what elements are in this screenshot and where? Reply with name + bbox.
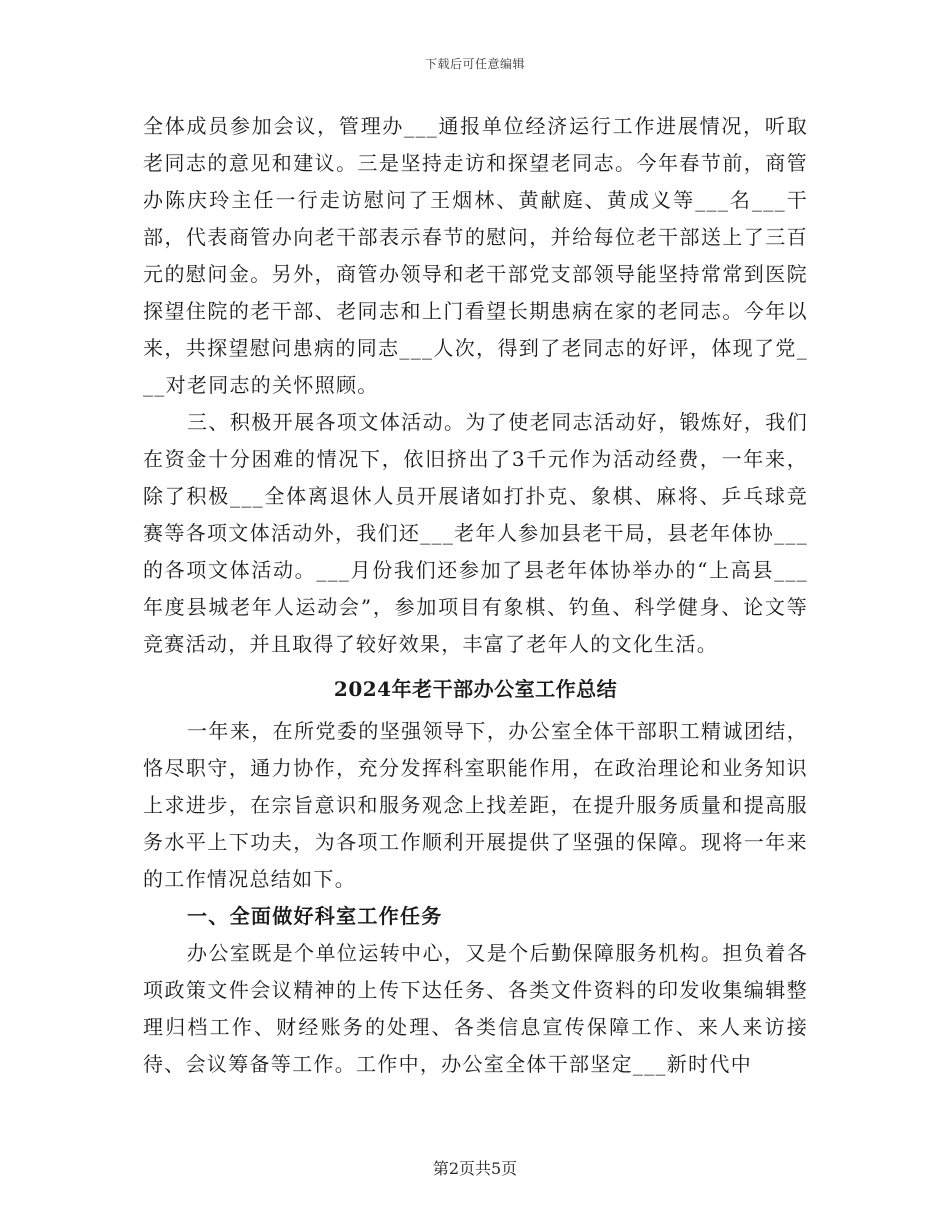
section-heading-1: 一、全面做好科室工作任务: [187, 904, 443, 928]
document-title: 2024年老干部办公室工作总结: [333, 677, 618, 701]
paragraph-visits: 全体成员参加会议，管理办___通报单位经济运行工作进展情况，听取老同志的意见和建议。三是坚持走访和探望老同志。今年春节前，商管办陈庆玲主任一行走访慰问了王烟林、黄献庭、黄成义等___名___干部，代表商管办向老干部表示春节的慰问，并给每位老干部送上了三百元的慰问金。另外，商管办领导和老干部党支部领导能坚持常常到医院探望住院的老干部、老同志和上门看望长期患病在家的老同志。今年以来，共探望慰问患病的同志___人次，得到了老同志的好评，体现了党___对老同志的关怀照顾。: [143, 114, 808, 397]
page-number: 第2页共5页: [432, 1159, 518, 1178]
paragraph-intro: 一年来，在所党委的坚强领导下，办公室全体干部职工精诚团结，恪尽职守，通力协作，充分发挥科室职能作用，在政治理论和业务知识上求进步，在宗旨意识和服务观念上找差距，在提升服务质量和提高服务水平上下功夫，为各项工作顺利开展提供了坚强的保障。现将一年来的工作情况总结如下。: [143, 719, 808, 891]
paragraph-sports-activities: 三、积极开展各项文体活动。为了使老同志活动好，锻炼好，我们在资金十分困难的情况下，依旧挤出了3千元作为活动经费，一年来，除了积极___全体离退休人员开展诸如打扑克、象棋、麻将、乒乓球竞赛等各项文体活动外，我们还___老年人参加县老干局，县老年体协___的各项文体活动。___月份我们还参加了县老年体协举办的“上高县___年度县城老年人运动会”，参加项目有象棋、钓鱼、科学健身、论文等竞赛活动，并且取得了较好效果，丰富了老年人的文化生活。: [143, 410, 808, 656]
paragraph-office-role: 办公室既是个单位运转中心，又是个后勤保障服务机构。担负着各项政策文件会议精神的上传下达任务、各类文件资料的印发收集编辑整理归档工作、财经账务的处理、各类信息宣传保障工作、来人来访接待、会议筹备等工作。工作中，办公室全体干部坚定___新时代中: [143, 941, 808, 1076]
page-header-note: 下载后可任意编辑: [424, 57, 525, 71]
document-body: [143, 108, 808, 1083]
